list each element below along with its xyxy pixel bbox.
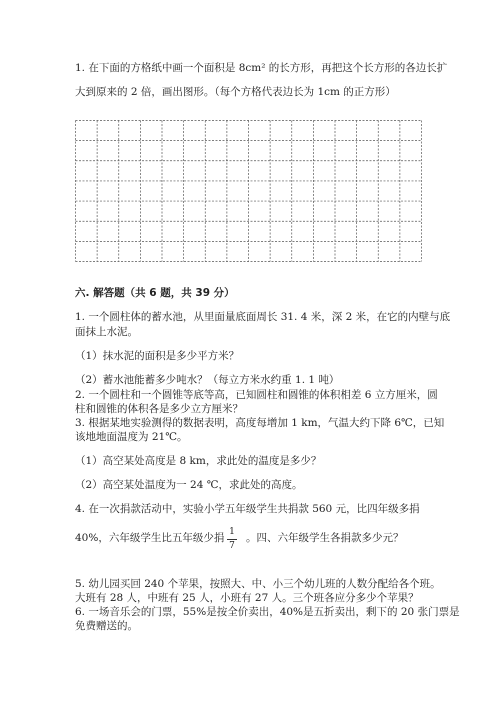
- problem-1-line-1: 1. 一个圆柱体的蓄水池，从里面量底面周长 31. 4 米，深 2 米，在它的内壁与底: [75, 311, 451, 323]
- problem-5-line-2: 大班有 28 人，中班有 25 人，小班有 27 人。三个班各应分多少个苹果？: [75, 592, 419, 604]
- fraction-one-seventh: [227, 527, 237, 552]
- question-1-line-2: 大到原来的 2 倍，画出图形。（每个方格代表边长为 1cm 的正方形）: [75, 86, 396, 98]
- problem-1-line-2: 面抹上水泥。: [75, 326, 138, 338]
- problem-5-line-1: 5. 幼儿园买回 240 个苹果，按照大、中、小三个幼儿班的人数分配给各个班。: [75, 578, 441, 590]
- problem-3-line-2: 该地地面温度为 21℃。: [75, 431, 188, 443]
- square-grid-paper: [75, 120, 422, 262]
- problem-2-line-2: 柱和圆锥的体积各是多少立方厘米？: [75, 403, 243, 415]
- problem-4-line-2-part-a: 40%，六年级学生比五年级少捐: [75, 532, 225, 544]
- fraction-denominator: 7: [229, 541, 235, 551]
- problem-3-sub-1: （1）高空某处高度是 8 km，求此处的温度是多少？: [75, 455, 322, 467]
- problem-4-line-1: 4. 在一次捐款活动中，实验小学五年级学生共捐款 560 元，比四年级多捐: [75, 503, 420, 515]
- section-title: 六. 解答题（共 6 题，共 39 分）: [75, 287, 235, 299]
- problem-6-line-2: 免费赠送的。: [75, 620, 138, 632]
- problem-4-line-2-part-b: 。四、六年级学生各捐款多少元？: [246, 532, 404, 544]
- fraction-numerator: 1: [229, 527, 235, 537]
- question-1-line-1: 1. 在下面的方格纸中画一个面积是 8cm² 的长方形，再把这个长方形的各边长扩: [75, 62, 448, 74]
- problem-1-sub-2: （2）蓄水池能蓄多少吨水？（每立方米水约重 1. 1 吨）: [75, 374, 340, 386]
- problem-2-line-1: 2. 一个圆柱和一个圆锥等底等高，已知圆柱和圆锥的体积相差 6 立方厘米，圆: [75, 389, 438, 401]
- problem-1-sub-1: （1）抹水泥的面积是多少平方米？: [75, 350, 240, 362]
- problem-3-line-1: 3. 根据某地实验测得的数据表明，高度每增加 1 km，气温大约下降 6℃，已知: [75, 417, 445, 429]
- problem-6-line-1: 6. 一场音乐会的门票，55%是按全价卖出，40%是五折卖出，剩下的 20 张门票是: [75, 606, 460, 618]
- problem-3-sub-2: （2）高空某处温度为一 24 ℃，求此处的高度。: [75, 479, 303, 491]
